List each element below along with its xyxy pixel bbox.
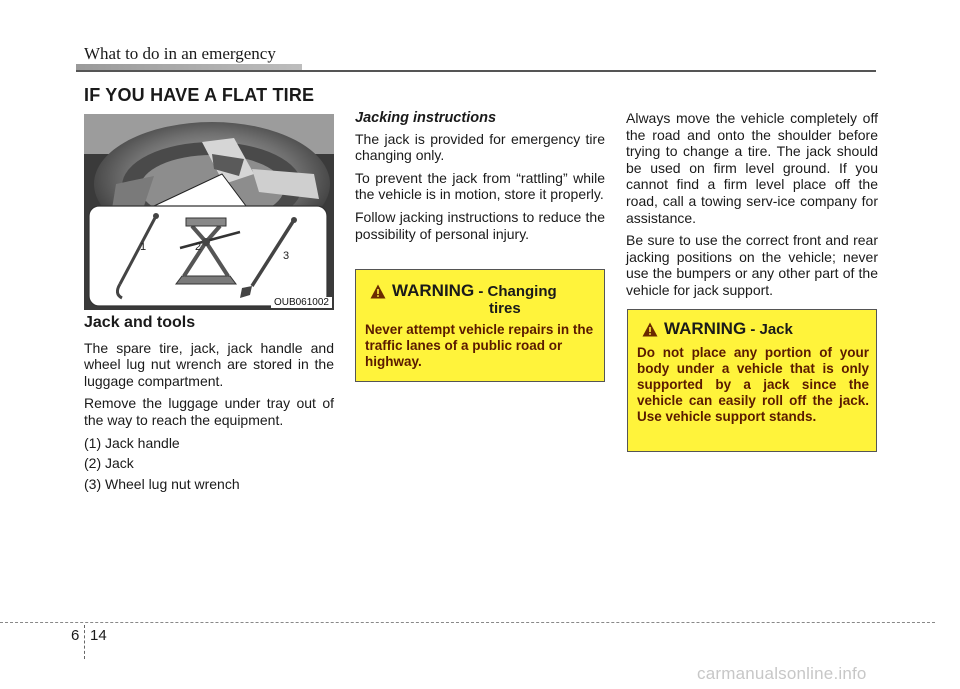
list-item: (3) Wheel lug nut wrench [84, 475, 240, 492]
warning-header [642, 320, 793, 338]
jack-tools-figure [84, 114, 334, 310]
warning-title-text: - Jack [746, 321, 793, 338]
warning-body: Do not place any portion of your body under a vehicle that is only supported by a jack since the vehicle can easily roll off the jack. Use vehicle support stands. [637, 345, 869, 424]
chapter-number: 6 [71, 627, 80, 644]
watermark: carmanualsonline.info [697, 664, 867, 683]
warning-title-continued: tires [489, 300, 521, 317]
header-rule [76, 70, 876, 72]
warning-triangle-icon [642, 322, 658, 337]
list-item: (1) Jack handle [84, 434, 180, 451]
paragraph: The jack is provided for emergency tire changing only. [355, 130, 605, 164]
warning-header [370, 282, 557, 317]
warning-title-text: - Changing [474, 283, 557, 300]
warning-triangle-icon [370, 284, 386, 299]
section-title: IF YOU HAVE A FLAT TIRE [84, 85, 315, 105]
callout-1: 1 [140, 241, 147, 253]
paragraph: The spare tire, jack, jack handle and wheel lug nut wrench are stored in the luggage compartment. [84, 339, 334, 389]
trunk-illustration [84, 114, 334, 310]
paragraph: Follow jacking instructions to reduce the possibility of personal injury. [355, 208, 605, 242]
page-number: 14 [90, 627, 107, 644]
jack-and-tools-heading: Jack and tools [84, 314, 196, 331]
callout-2: 2 [195, 241, 202, 253]
paragraph: Always move the vehicle completely off the road and onto the shoulder before trying to change a tire. The jack should be used on firm level ground. If you cannot find a firm level place off the road, call a towing serv-ice company for assistance. [626, 110, 878, 226]
jack-and-tools-section [84, 312, 334, 496]
footer-divider [0, 622, 935, 623]
warning-body: Never attempt vehicle repairs in the traffic lanes of a public road or highway. [365, 322, 594, 369]
paragraph: Remove the luggage under tray out of the way to reach the equipment. [84, 395, 334, 428]
paragraph: Be sure to use the correct front and rear jacking positions on the vehicle; never use the bumpers or any other part of the vehicle for jack support. [626, 232, 878, 298]
warning-label: WARNING [664, 319, 747, 338]
footer-separator [84, 625, 85, 659]
warning-box-changing-tires [355, 269, 605, 382]
list-item: (2) Jack [84, 455, 134, 472]
figure-code: OUB061002 [271, 297, 332, 308]
warning-box-jack [627, 309, 877, 452]
callout-3: 3 [283, 250, 290, 262]
warning-label: WARNING [392, 281, 475, 300]
jacking-instructions-heading: Jacking instructions [355, 110, 497, 126]
warning-title [392, 282, 557, 317]
vehicle-placement-section [626, 110, 878, 305]
warning-title [664, 320, 793, 338]
jacking-instructions-section [355, 110, 605, 248]
header-title: What to do in an emergency [84, 44, 276, 63]
paragraph: To prevent the jack from “rattling” while the vehicle is in motion, store it properly. [355, 169, 605, 203]
